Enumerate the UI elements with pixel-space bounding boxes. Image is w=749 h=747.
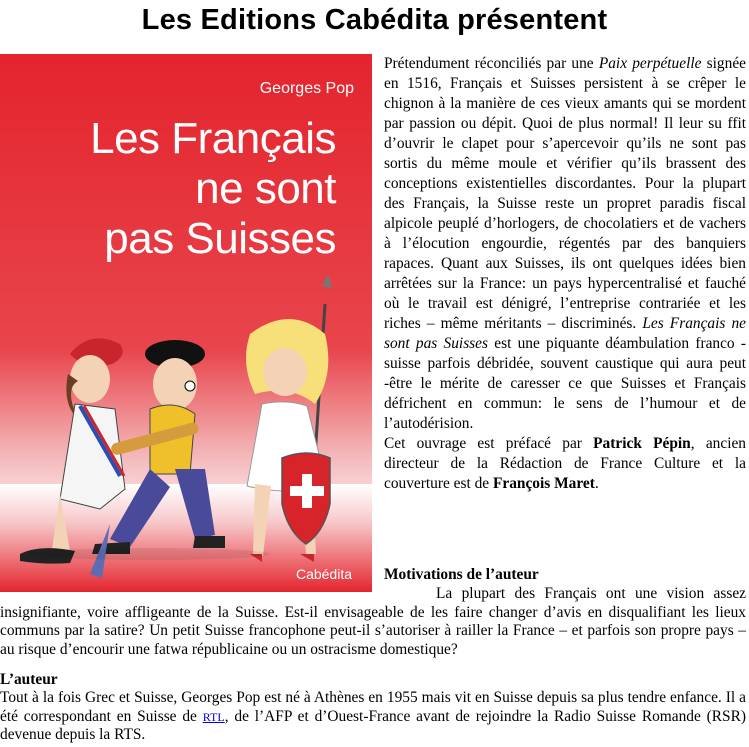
description-paragraph-1: Prétendument réconciliés par une Paix perpétuelle signée en 1516, Français et Suisses persistent à se crêper le chignon à la manière de ces vieux amants qui se mordent par passion ou dépit. Quoi de plus normal! Il leur su ffit d’ouvrir le clapet pour s’apercevoir qu’ils ne sont pas sortis du même moule et vérifier qu’ils brassent des conceptions existentielles discordantes. Pour la plupart des Français, la Suisse reste un propret paradis fiscal alpicole peuplé d’horlogers, de chocolatiers et de vachers à l’élocution engourdie, régentés par des banquiers rapaces. Quant aux Suisses, ils ont quelques idées bien arrêtées sur la France: un pays hypercentralisé et fauché où le travail est dénigré, l’entreprise contrariée et les riches – même méritants – discriminés. Les Français ne sont pas Suisses est une piquante déambulation franco -suisse parfois débridée, souvent caustique qui aura peut -être le mérite de caresser ce que Suisses et Français défrichent en commun: le sens de l’humour et de l’autodérision. bbox=[384, 55, 746, 432]
description-paragraph-2: Cet ouvrage est préfacé par Patrick Pépin, ancien directeur de la Rédaction de France Culture et la couverture est de François Maret. bbox=[384, 435, 746, 492]
cover-title: Les Français ne sont pas Suisses bbox=[90, 114, 336, 263]
motivations-text: La plupart des Français ont une vision assez insignifiante, voire affligeante de la Suisse. Est-il envisageable de les faire changer d’avis en disqualifiant les lieux communs par la satire? Un petit Suisse francophone peut-il s’autoriser à railler la France – et parfois son propre pays – au risque d’encourir une fatwa républicaine ou un ostracisme domestique? bbox=[0, 585, 746, 658]
author-heading: L’auteur bbox=[0, 671, 58, 688]
cover-author: Georges Pop bbox=[259, 80, 354, 97]
page-title: Les Editions Cabédita présentent bbox=[141, 4, 608, 36]
motivations-heading: Motivations de l’auteur bbox=[384, 566, 539, 583]
rtl-link[interactable]: RTL bbox=[202, 709, 225, 724]
author-text: Tout à la fois Grec et Suisse, Georges Pop est né à Athènes en 1955 mais vit en Suisse depuis sa plus tendre enfance. Il a été correspondant en Suisse de RTL, de l’AFP et d’Ouest-France avant de rejoindre la Radio Suisse Romande (RSR) devenue depuis la RTS. bbox=[0, 689, 746, 743]
book-description bbox=[384, 54, 746, 494]
book-cover-image bbox=[0, 54, 372, 592]
cover-publisher: Cabédita bbox=[295, 566, 352, 582]
